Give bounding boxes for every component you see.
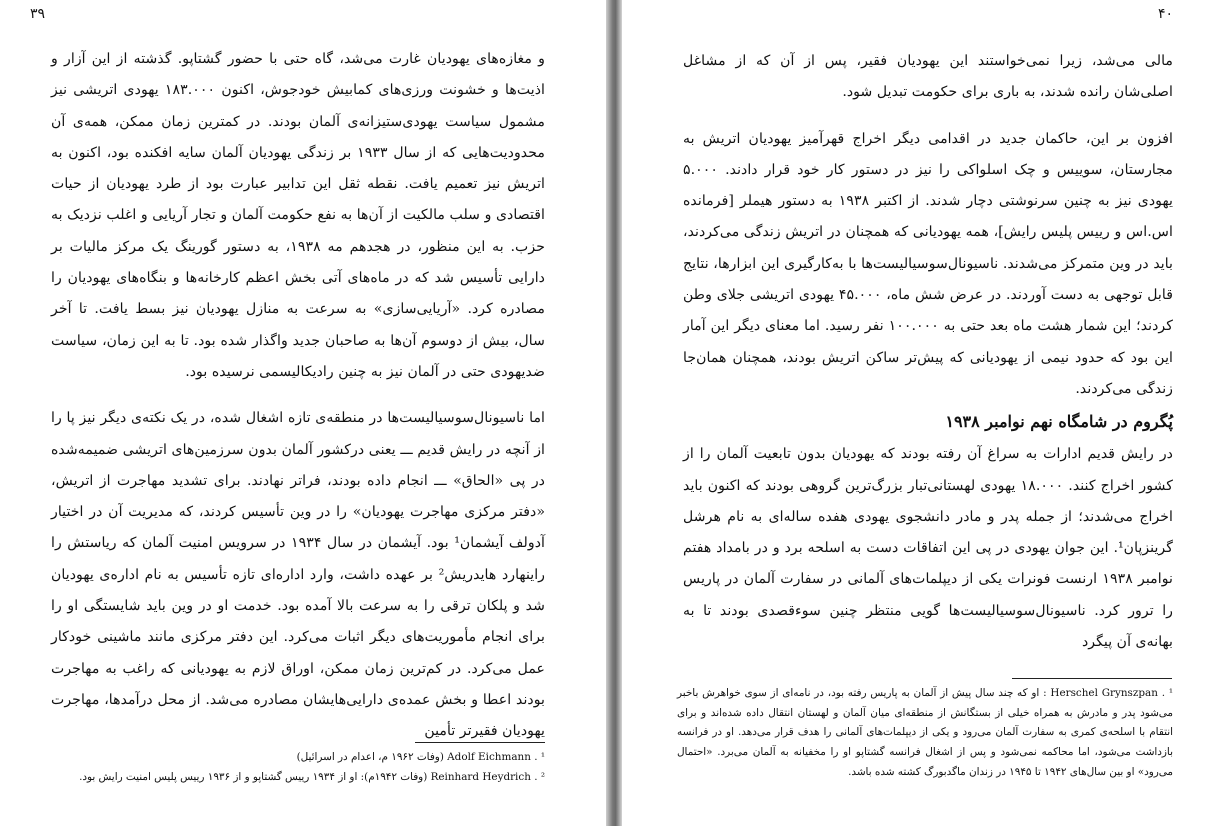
- left-footnotes: [45, 748, 545, 787]
- right-paragraph-3: در رایش قدیم ادارات به سراغ آن رفته بودند که یهودیان بدون تابعیت آلمان را از کشور اخراج کنند. ۱۸.۰۰۰ یهودی لهستانی‌تبار بزرگ‌ترین گروهی بودند که اکنون باید اخراج می‌شدند؛ از جمله پدر و مادر دانشجوی یهودی هفده ساله‌ای به نام هرشل گرینزپان¹. این جوان یهودی در پی این اتفاقات دست به اسلحه برد و در بامداد هفتم نوامبر ۱۹۳۸ ارنست فونرات یکی از دیپلمات‌های آلمانی در سفارت آلمان در پاریس را ترور کرد. ناسیونال‌سوسیالیست‌ها گویی منتظر چنین سوءقصدی بودند تا به بهانه‌ی آن پیگرد: [683, 446, 1173, 651]
- right-footnote-divider: [1012, 678, 1172, 679]
- right-paragraph-1: مالی می‌شد، زیرا نمی‌خواستند این یهودیان فقیر، پس از آن که از مشاغل اصلی‌شان رانده شدند، به باری برای حکومت تبدیل شود.: [683, 53, 1173, 101]
- left-footnote-divider: [415, 742, 545, 743]
- right-footnotes: [677, 684, 1173, 783]
- left-footnote-1: ¹ . Adolf Eichmann (وفات ۱۹۶۲ م، اعدام در اسرائیل): [296, 751, 545, 763]
- book-gutter: [606, 0, 622, 826]
- left-footnote-2: ² . Reinhard Heydrich (وفات ۱۹۴۲م): او از ۱۹۳۴ رییس گشتاپو و از ۱۹۳۶ رییس پلیس امنیت رایش بود.: [79, 770, 545, 783]
- right-footnote-1: ¹ . Herschel Grynszpan : او که چند سال پیش از آلمان به پاریس رفته بود، در نامه‌ای از سوی خواهرش باخبر می‌شود پدر و مادرش به همراه خیلی از بستگانش از منطقه‌ای میان آلمان و لهستان انتقال داده شده‌اند و برای انتقام با اسلحه‌ی کمری به سفارت آلمان می‌رود و یکی از دیپلمات‌های آلمانی را هدف قرار می‌دهد. او در فرانسه بازداشت می‌شود، اما محاکمه نمی‌شود و پس از اشغال فرانسه گشتاپو او را مخفیانه به آلمان می‌برد. «احتمال می‌رود» او بین سال‌های ۱۹۴۲ تا ۱۹۴۵ در زندان ماگدبورگ کشته شده باشد.: [677, 687, 1173, 778]
- left-paragraph-2: اما ناسیونال‌سوسیالیست‌ها در منطقه‌ی تازه اشغال شده، در یک نکته‌ی دیگر نیز پا را از آنچه در رایش قدیم ـــ یعنی درکشور آلمان بدون سرزمین‌های اتریشی ضمیمه‌شده در پی «الحاق» ـــ انجام داده بودند، فراتر نهادند. برای تشدید مهاجرت از اتریش، «دفتر مرکزی مهاجرت یهودیان» را در وین تأسیس کردند، که مدیریت آن در اختیار آدولف آیشمان¹ بود. آیشمان در سال ۱۹۳۴ در سرویس امنیت آلمان که ریاستش را راینهارد هایدریش² بر عهده داشت، وارد اداره‌ای تازه تأسیس به نام اداره‌ی یهودیان شد و پلکان ترقی را به سرعت بالا آمده بود. خدمت او در وین باید شایستگی او را برای انجام مأموریت‌های دیگر اثبات می‌کرد. این دفتر مرکزی مانند ماشینی خودکار عمل می‌کرد. در کم‌ترین زمان ممکن، اوراق لازم به یهودیانی که راغب به مهاجرت بودند اعطا و بخش عمده‌ی دارایی‌هایشان مصادره می‌شد. از محل درآمدها، مهاجرت یهودیان فقیرتر تأمین: [51, 410, 545, 740]
- section-heading: پُگروم در شامگاه نهم نوامبر ۱۹۳۸: [945, 412, 1173, 432]
- left-page-number: ۳۹: [30, 6, 46, 22]
- left-page-body: [51, 44, 545, 748]
- left-paragraph-1: و مغازه‌های یهودیان غارت می‌شد، گاه حتی با حضور گشتاپو. گذشته از این آزار و اذیت‌ها و خشونت ورزی‌های کمابیش خودجوش، اکنون ۱۸۳.۰۰۰ یهودی اتریشی نیز مشمول سیاست یهودی‌ستیزانه‌ی آلمان بودند. در کمترین زمان ممکن، همه‌ی آن محدودیت‌هایی که از سال ۱۹۳۳ بر زندگی یهودیان آلمان سایه افکنده بود، اکنون به اتریش نیز تعمیم یافت. نقطه ثقل این تدابیر عبارت بود از طرد یهودیان از حیات اقتصادی و سلب مالکیت از آن‌ها به نفع حکومت آلمان و تجار آریایی و اغلب نزدیک به حزب. به این منظور، در هجدهم مه ۱۹۳۸، به دستور گورینگ یک مرکز مالیات بر دارایی تأسیس شد که در ماه‌های آتی بخش اعظم کارخانه‌ها و بنگاه‌های یهودیان را مصادره کرد. «آریایی‌سازی» به سرعت به منازل یهودیان نیز بسط یافت. تا آخر سال، بیش از دوسوم آن‌ها به صاحبان جدید واگذار شده بود. تا به این زمان، سیاست ضدیهودی حتی در آلمان نیز به چنین رادیکالیسمی نرسیده بود.: [51, 51, 545, 380]
- left-page: [0, 0, 606, 826]
- right-page-body: [683, 46, 1173, 658]
- right-page-number: ۴۰: [1157, 6, 1173, 22]
- right-page: [622, 0, 1218, 826]
- right-paragraph-2: افزون بر این، حاکمان جدید در اقدامی دیگر اخراج قهرآمیز یهودیان اتریش به مجارستان، سوییس و چک اسلواکی را نیز در دستور کار خود قرار دادند. ۵.۰۰۰ یهودی نیز به چنین سرنوشتی دچار شدند. از اکتبر ۱۹۳۸ به دستور هیملر [فرمانده اس.اس و رییس پلیس رایش]، همه یهودیانی که همچنان در اتریش زندگی می‌کردند، باید در وین متمرکز می‌شدند. ناسیونال‌سوسیالیست‌ها با به‌کارگیری این ابزارها، نتایج قابل توجهی به دست آوردند. در عرض شش ماه، ۴۵.۰۰۰ یهودی اتریشی جلای وطن کردند؛ این شمار هشت ماه بعد حتی به ۱۰۰.۰۰۰ نفر رسید. اما معنای دیگر این آمار این بود که حدود نیمی از یهودیانی که پیش‌تر ساکن اتریش بودند، همچنان همان‌جا زندگی می‌کردند.: [683, 130, 1173, 397]
